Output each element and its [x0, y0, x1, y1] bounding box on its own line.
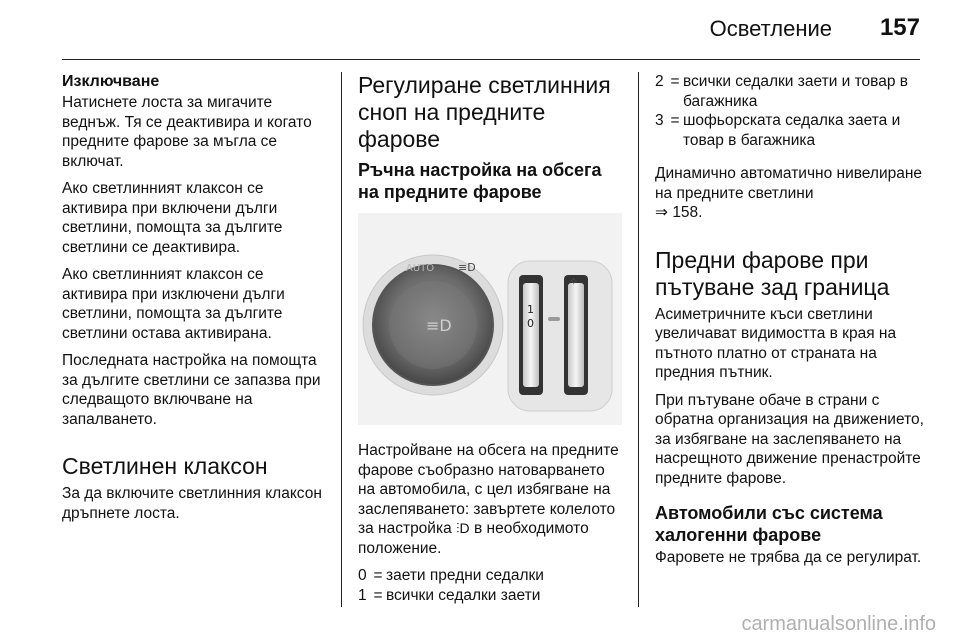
heading-halogen: Автомобили със система халогенни фарове: [655, 503, 883, 545]
auto-label: AUTO: [406, 263, 435, 274]
page-reference-link[interactable]: 158.: [672, 204, 703, 221]
list-item-equals: =: [670, 112, 680, 129]
list-item-text: заети предни седалки: [386, 567, 544, 584]
fog-light-icon: ≡D: [426, 316, 452, 335]
load-position-list-continued: [655, 72, 927, 150]
list-item-text: всички седалки заети: [386, 586, 541, 604]
light-switch-figure: [358, 213, 622, 425]
range-wheel-icon: ⫶D: [456, 520, 470, 536]
list-item: [358, 586, 626, 606]
column-1: [62, 72, 330, 531]
panel-marker: [548, 317, 560, 321]
list-item-equals: =: [373, 567, 383, 584]
list-item-equals: =: [373, 586, 383, 604]
list-item-number: 0: [358, 567, 367, 584]
page-title: Осветление: [709, 16, 832, 41]
column-3: [655, 72, 927, 576]
list-item: [358, 566, 626, 586]
heading-beam-adjustment: Регулиране светлинния сноп на предните фарове: [358, 72, 611, 152]
paragraph-headlight-flash: За да включите светлинния клаксон дръпнете лоста.: [62, 485, 322, 522]
column-divider-1: [341, 72, 342, 607]
paragraph-abroad-2: При пътуване обаче в страни с обратна организация на движението, за избягване на заслепяването на насрещното движение пренастройте предните фарове.: [655, 391, 924, 487]
range-wheel-icon: ⫶D: [523, 273, 535, 286]
headlight-icon: ≡D: [458, 261, 476, 274]
page-reference-arrow-icon: ⇒: [655, 204, 668, 221]
dynamic-leveling-text: Динамично автоматично нивелиране на предните светлини: [655, 165, 923, 202]
range-adjust-text-b: в необходимото положение.: [358, 520, 589, 557]
paragraph-switch-off-2: Ако светлинният клаксон се активира при включени дълги светлини, помощта за дългите светлини се деактивира.: [62, 180, 283, 256]
headlight-range-wheel: [523, 283, 539, 387]
dimmer-icon: ✧: [569, 275, 579, 288]
paragraph-switch-off-4: Последната настройка на помощта за дългите светлини се запазва при следващото включване на запалването.: [62, 352, 321, 428]
load-position-list: [358, 566, 626, 605]
list-item-text: шофьорската седалка заета и товар в багажника: [683, 112, 901, 149]
list-item-number: 1: [358, 586, 367, 604]
heading-headlight-flash: Светлинен клаксон: [62, 453, 268, 479]
list-item-number: 3: [655, 112, 664, 129]
column-divider-2: [638, 72, 639, 607]
paragraph-dynamic-leveling: [655, 164, 927, 223]
column-2: [358, 72, 626, 619]
light-switch-illustration: [358, 213, 622, 425]
paragraph-range-adjust: [358, 441, 626, 558]
list-item: [655, 111, 927, 150]
range-adjust-text-a: Настройване на обсега на предните фарове съобразно натоварването на автомобила, с цел избягване на заслепяването: завъртете колелото за настройка: [358, 442, 619, 537]
list-item-equals: =: [670, 73, 680, 90]
range-scale-1: 1: [527, 303, 534, 316]
header-rule: [62, 59, 920, 60]
paragraph-switch-off-1: Натиснете лоста за мигачите веднъж. Тя се деактивира и когато предните фарове за мъгла се включат.: [62, 94, 312, 170]
heading-manual-range: Ръчна настройка на обсега на предните фарове: [358, 160, 602, 202]
dimmer-wheel: [568, 283, 584, 387]
page-number: 157: [879, 14, 920, 41]
range-scale-0: 0: [527, 317, 534, 330]
page-header: [0, 0, 960, 62]
watermark: carmanualsonline.info: [741, 613, 936, 635]
paragraph-halogen: Фаровете не трябва да се регулират.: [655, 549, 922, 566]
heading-switch-off: Изключване: [62, 73, 160, 90]
list-item: [655, 72, 927, 111]
paragraph-abroad-1: Асиметричните къси светлини увеличават видимостта в края на пътното платно от страната на предния пътник.: [655, 305, 897, 381]
list-item-number: 2: [655, 73, 664, 90]
paragraph-switch-off-3: Ако светлинният клаксон се активира при изключени дълги светлини, помощта за дългите светлини остава активирана.: [62, 266, 285, 342]
list-item-text: всички седалки заети и товар в багажника: [683, 73, 909, 110]
heading-driving-abroad: Предни фарове при пътуване зад граница: [655, 246, 890, 300]
